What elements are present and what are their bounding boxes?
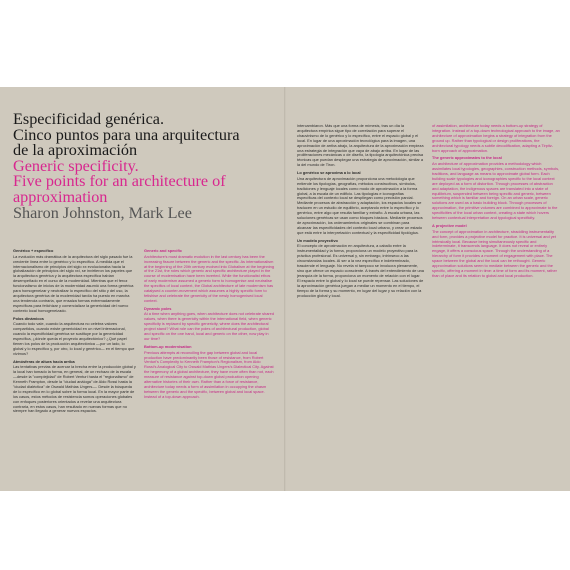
body-paragraph: Architecture's most dramatic evolution in the last century has been the increasing fissure between the generic and the specific. As internationalism at the beginning of the 20th century evolved into Globalism at the beginning of the 21st, the roles which generic and specific architecture played in the course of modernisation have been inverted. While the functionalist ethos of early modernism assumed a generic form to homogenise and neutralise the specifics of local context, the Global architecture of late modernism has catalysed a counter-movement which assumes a highly specific form to fetishise and celebrate the genericity of the newly homogenised local context.	[144, 253, 274, 303]
authors: Sharon Johnston, Mark Lee	[13, 203, 192, 222]
body-paragraph: Las tentativas previas de acercar la brecha entre la producción global y la local han tomado la forma, en general, de un rechazo de la escala —desde la "complejidad" de Robert Venturi hasta el "regionalismo" de Kenneth Frampton, desde la "ciudad análoga" de Aldo Rossi hasta la "ciudad dialéctica" de Oswald Mathias Ungers—. Desde la búsqueda de lo específico en lo global sobre la forma local. En la mayor parte de los casos, estos métodos de resistencia somos operaciones globales con enfoques posteriores orientados a revelar una arquitectura contraria, en estos casos, han resultado en nuevas formas que no siempre han llegado a generar nuevos espacios.	[13, 364, 136, 414]
column-spanish-left	[13, 249, 136, 487]
body-paragraph: The concept of approximation in architecture, straddling instrumentality and form, provides a projective model for practice. It is universal and yet intrinsically local. Because being simultaneously specific and indeterminate, it transcends language. It does not reveal or entirely engage, it offers a conscious space. Through the understanding of a hierarchy of form it provides a moment of engagement with place. The space between the global and the local can be rethought. Generic approximation solutions seem to mediate between the generic and the specific, offering a moment in time: a time of form and its moment, rather than of place and its relation to global and local production.	[432, 228, 557, 278]
column-spanish-right	[297, 124, 424, 484]
title-spanish: Especificidad genérica. Cinco puntos para una arquitectura de la aproximación	[13, 110, 240, 160]
title-english: Generic specificity. Five points for an architecture of approximation	[13, 156, 226, 206]
section-heading: Un modelo proyectivo	[297, 237, 338, 243]
magazine-spread	[0, 87, 570, 491]
body-paragraph: El concepto de aproximación en arquitectura, a caballo entre la instrumentalidad y la forma, proporciona un modelo proyectivo para la práctica profesional. Es universal y, sin embargo, intrínseco a las circunstancias locales. Al ser a la vez específico e indeterminado, trasciende el lenguaje. No revela ni tampoco se involucra plenamente, sino que ofrece un espacio consciente. A través del entendimiento de una jerarquía de la forma, proporciona un momento de relación con el lugar. El espacio entre lo global y lo local se puede repensar. Las soluciones de la aproximación genérica juegan a mediar un momento en el tiempo, el tiempo de la forma y su momento, en lugar del lugar y su relación con la producción global y local.	[297, 243, 424, 298]
section-heading: Atmósferas de altura hacia arriba	[13, 358, 75, 364]
section-heading: The generic approximates to the local	[432, 155, 502, 161]
body-paragraph: La evolución más dramática de la arquitectura del siglo pasado fue la creciente línea entre lo genérico y lo específico. A medida que el internacionalismo de principios del siglo xx evolucionaba hacia la globalización de principios del siglo xxi, se invirtieron los papeles que la arquitectura genérica y la arquitectura específica habían desempeñado en el curso de la modernidad. Mientras que el feroz funcionalismo de inicios de la modernidad asumió una forma genérica para homogeneizar y neutralizar lo específico del sitio y del uso, la arquitectura genérica de la modernidad tardía ha puesto en marcha una tendencia contraria, que ensalza formas extremadamente específicas para fetichizar y comercializar la genericidad del nuevo contexto local homogeneizado.	[13, 253, 134, 313]
section-heading: Lo genérico se aproxima a lo local	[297, 170, 361, 176]
body-paragraph: At a time when anything goes, when architecture does not celebrate shared values, when there is genericity within the international field, when generic specificity is replaced by specific genericity, where does the architectural project stand? What role can the poles of architectural production, global and specific on the one hand, local and generic on the other, now play in our time?	[144, 311, 274, 341]
body-paragraph: Una arquitectura de aproximación proporciona una metodología que entiende los tipologías, geografías, métodos constructivos, símbolos, tradiciones y lenguaje locales como modo de aproximación a la forma global, a la escala de un edificio. Las tipologías e iconografías específicas del contexto local se despliegan como precisión parcial. Mediante procesos de abstracción y adaptación, los espacios locales se traducen en un estudio de equilibrio, aceptando entre lo específico y lo genérico, entre algo que resulta familiar y extraño. A escala urbana, las soluciones genéricas se usan como bloques básicos. Mediante procesos de aproximación, los ordenamientos originales se combinan para alcanzar las especificidades del contexto local urbano, y crear un estado que está entre la interpretación contextual y la especificidad tipológica.	[297, 175, 423, 235]
page-gutter	[284, 87, 286, 491]
title-block	[13, 112, 273, 221]
column-english-right	[432, 124, 560, 484]
body-paragraph: Previous attempts at reconciling the gap between global and local production have predominantly been those of resistance, from Robert Venturi's Complexity to Kenneth Frampton's Regionalism, from Aldo Rossi's Analogical City to Oswald Mathias Ungers's Dialectical City. Against the hegemony of a global architecture, they have more often than not, each measure of resistance against top-down global production opening alternative histories of their own. Rather than a force of resistance, architecture today needs a form of assimilation in occupying the chasm between the generic and the specific, between global and local space. Instead of a top-down approach.	[144, 349, 274, 399]
section-heading: Generic and specific	[144, 249, 183, 253]
section-heading: A projective model	[432, 223, 467, 229]
section-heading: Polos dinámicos	[13, 315, 44, 321]
body-paragraph: Cuando todo vale, cuando la arquitectura no celebra valores compartidos, cuando existe genericidad en un nivel internacional, cuando la especificidad genérica se sustituye por la genericidad específica, ¿dónde queda el proyecto arquitectónico? ¿Qué papel tienen los polos de la producción arquitectónica —por un lado, lo global y lo específico y, por otro, lo local y genérico— en el tiempo que vivimos?	[13, 321, 135, 356]
section-heading: Dynamic poles	[144, 305, 172, 311]
section-heading: Bottom-up modernisation	[144, 343, 192, 349]
body-paragraph: of assimilation, architecture today needs a bottom-up strategy of integration. Instead of a top-down technological approach to the image, an architecture of approximation begins a strategy of integration from the ground up. Rather than typological or design proliferations, the architectural typology needs a subtle decodification, adapting a Tirpitz-born approach of approximation.	[432, 124, 560, 153]
column-english-left	[144, 249, 274, 487]
body-paragraph: An architecture of approximation provides a methodology which assimilates local typologies, geographies, construction methods, symbols, traditions, and language as means to approximate global form. Each building scale typologies and iconographies specific to the local context are deployed as a form of distortion. Through processes of abstraction and adaptation, the indigenous spaces are translated into a state of equilibrium, suspended between being specific and generic, between something which is familiar and foreign. On an urban scale, generic solutions are used as a basic building block. Through processes of approximation, the primitive volumes are combined to approximate to the specificities of the local urban context, creating a state which hovers between contextual interpretation and typological specificity.	[432, 161, 560, 221]
body-paragraph: intercambiaron. Más que una forma de mímesis, tras un día la arquitectura empírica sigue tipo de correlación para superar el chauvinismo de lo genérico y lo específico, entre el espacio global y el local. En lugar de una aproximación tecnológica para la imagen, una aproximación de arriba abajo, la arquitectura de la aproximación empieza una estrategia de integración que vaya de abajo arriba. En lugar de las proliferaciones mecánicas o de diseño, la tipología arquitectónica precisa técnicas que puedan desplegar una estrategia de aproximación, similar a la del mundo de Tiron.	[297, 124, 424, 168]
section-heading: Genérico + específico	[13, 249, 54, 253]
